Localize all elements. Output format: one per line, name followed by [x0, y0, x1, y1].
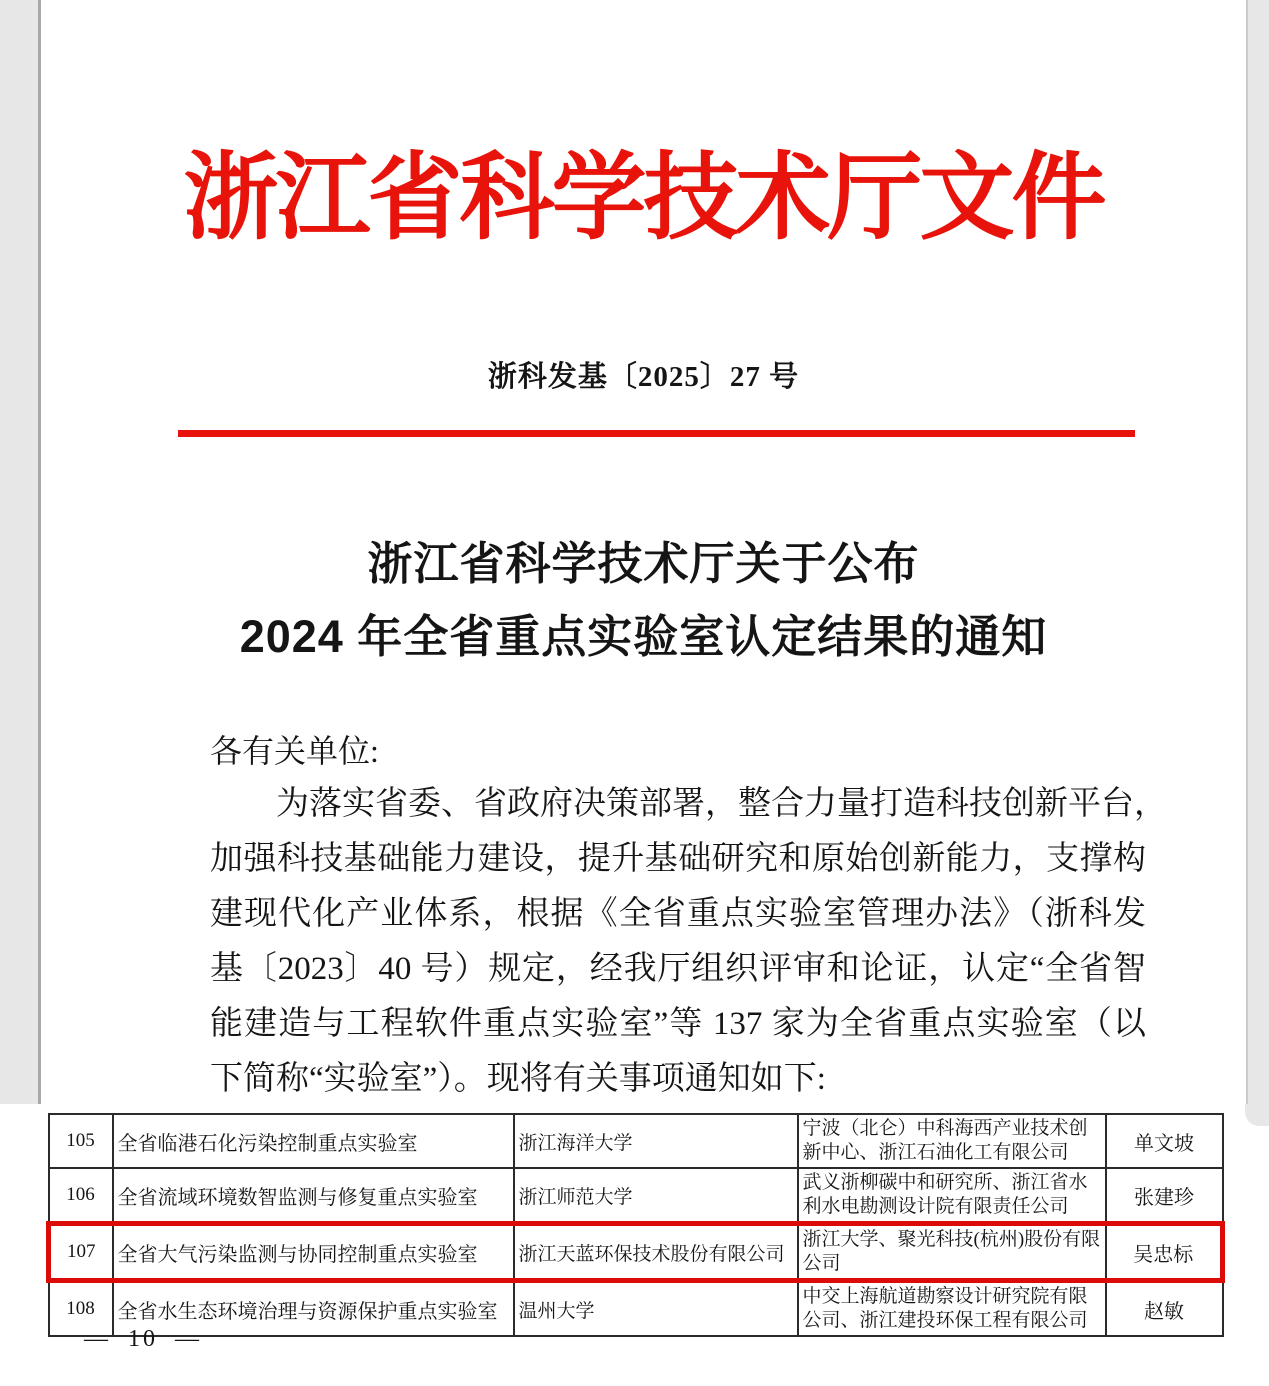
cell-row-number: 106: [49, 1168, 113, 1224]
document-header-title: 浙江省科学技术厅文件: [183, 145, 1104, 251]
cell-lab-name: 全省水生态环境治理与资源保护重点实验室: [113, 1281, 514, 1337]
red-divider-line: [178, 430, 1135, 437]
body-line: 建现代化产业体系，根据《全省重点实验室管理办法》（浙科发: [210, 896, 1146, 932]
cell-partner-units: 中交上海航道勘察设计研究院有限公司、浙江建投环保工程有限公司: [798, 1281, 1106, 1337]
cell-host-unit: 浙江天蓝环保技术股份有限公司: [514, 1224, 798, 1281]
cell-row-number: 108: [49, 1281, 113, 1337]
table-sheet: [0, 1104, 1269, 1386]
cell-partner-units: 浙江大学、聚光科技(杭州)股份有限公司: [798, 1224, 1106, 1281]
body-line: 加强科技基础能力建设，提升基础研究和原始创新能力，支撑构: [210, 841, 1146, 877]
table-row: [49, 1168, 1223, 1224]
cell-host-unit: 温州大学: [514, 1281, 798, 1337]
labs-table-body: [49, 1114, 1223, 1336]
cell-partner-units: 宁波（北仑）中科海西产业技术创新中心、浙江石油化工有限公司: [798, 1114, 1106, 1168]
document-page: [38, 0, 1248, 1104]
cell-row-number: 107: [49, 1224, 113, 1281]
body-line: 下简称“实验室”）。现将有关事项通知如下:: [210, 1061, 826, 1097]
document-number: 浙科发基〔2025〕27 号: [487, 361, 800, 393]
cell-lab-name: 全省流域环境数智监测与修复重点实验室: [113, 1168, 514, 1224]
cell-host-unit: 浙江师范大学: [514, 1168, 798, 1224]
cell-lab-name: 全省临港石化污染控制重点实验室: [113, 1114, 514, 1168]
body-paragraph: [210, 777, 1167, 1107]
cell-director: 赵敏: [1106, 1281, 1223, 1337]
page-corner-shadow: [1245, 1104, 1269, 1126]
salutation: 各有关单位:: [210, 733, 379, 769]
notice-title-line-1: 浙江省科学技术厅关于公布: [367, 538, 920, 589]
cell-row-number: 105: [49, 1114, 113, 1168]
table-row: [49, 1281, 1223, 1337]
cell-partner-units: 武义浙柳碳中和研究所、浙江省水利水电勘测设计院有限责任公司: [798, 1168, 1106, 1224]
body-line: 为落实省委、省政府决策部署，整合力量打造科技创新平台，: [276, 786, 1167, 822]
cell-director: 单文坡: [1106, 1114, 1223, 1168]
body-line: 基〔2023〕40 号）规定，经我厅组织评审和论证，认定“全省智: [210, 951, 1146, 987]
cell-host-unit: 浙江海洋大学: [514, 1114, 798, 1168]
cell-lab-name: 全省大气污染监测与协同控制重点实验室: [113, 1224, 514, 1281]
labs-table: [46, 1113, 1225, 1337]
cell-director: 张建珍: [1106, 1168, 1223, 1224]
page-number: — 10 —: [84, 1326, 202, 1352]
cell-director: 吴忠标: [1106, 1224, 1223, 1281]
notice-title-line-2: 2024 年全省重点实验室认定结果的通知: [239, 611, 1048, 662]
table-row: [49, 1224, 1223, 1281]
body-line: 能建造与工程软件重点实验室”等 137 家为全省重点实验室（以: [210, 1006, 1146, 1042]
table-row: [49, 1114, 1223, 1168]
